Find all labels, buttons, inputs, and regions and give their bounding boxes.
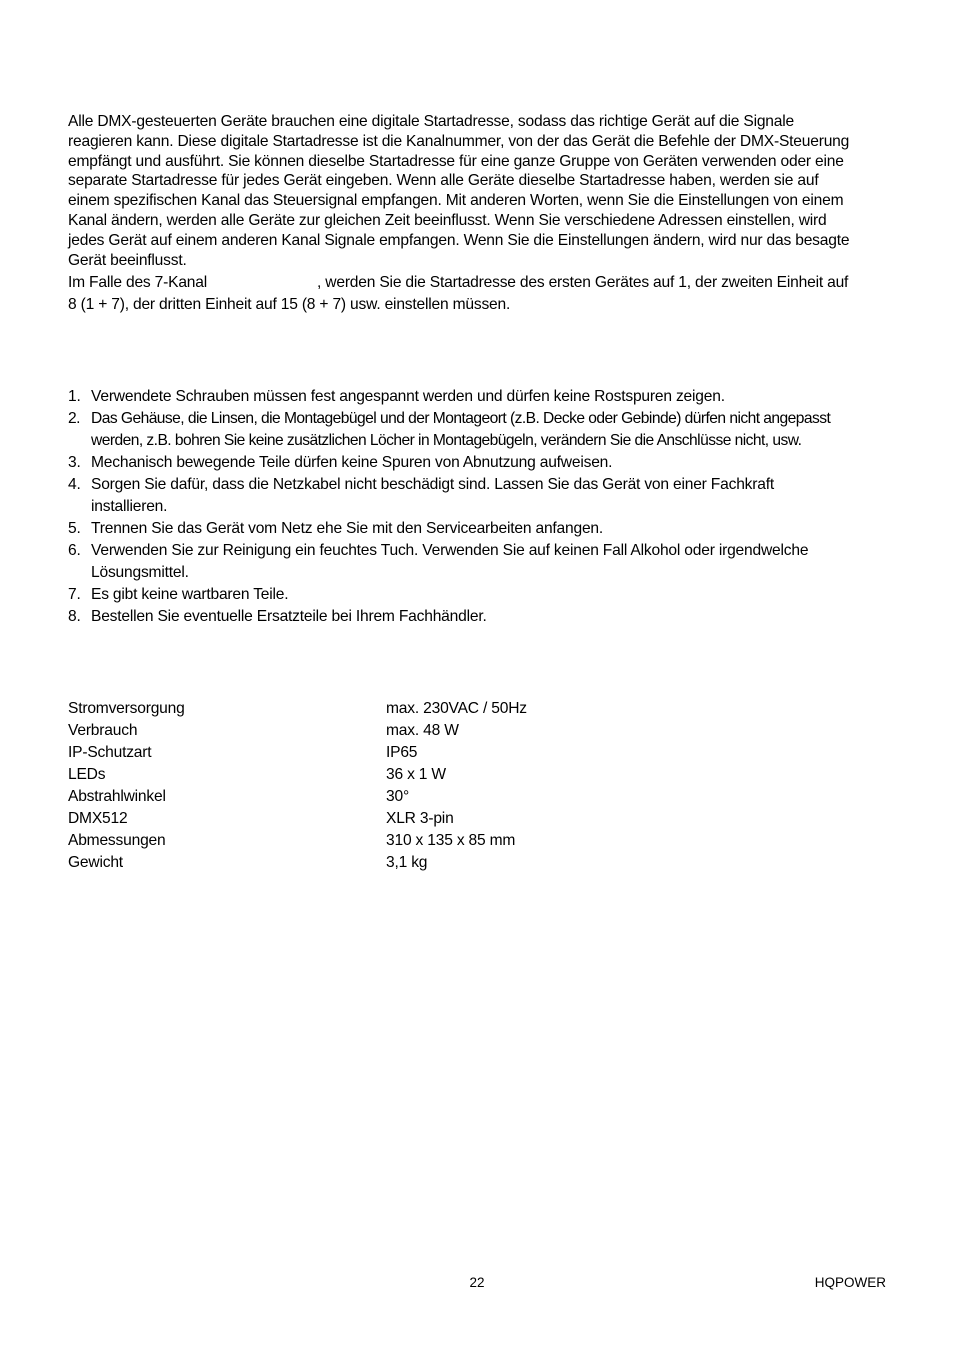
spec-label: IP-Schutzart (68, 744, 152, 761)
list-number: 6. (68, 542, 81, 559)
list-item (68, 474, 908, 518)
spec-label: Verbrauch (68, 722, 138, 739)
paragraph-line: Gerät beeinflusst. (68, 251, 187, 269)
paragraph-line: separate Startadresse für jedes Gerät eingeben. Wenn alle Geräte dieselbe Startadresse haben, werden sie auf (68, 172, 819, 190)
list-item-text: Verwenden Sie zur Reinigung ein feuchtes Tuch. Verwenden Sie auf keinen Fall Alkohol oder irgendwelche (91, 542, 809, 559)
spec-row (68, 764, 527, 786)
list-item (68, 386, 908, 408)
list-number: 7. (68, 586, 81, 603)
footer-brand: HQPOWER (814, 1275, 886, 1290)
paragraph-line: Kanal ändern, werden alle Geräte zur gleichen Zeit beeinflusst. Wenn Sie verschiedene Adressen einstellen, wird (68, 211, 827, 229)
spec-value: max. 48 W (386, 722, 459, 739)
paragraph-line (68, 272, 898, 294)
spec-row (68, 852, 527, 874)
spec-label: LEDs (68, 766, 106, 783)
spec-row (68, 742, 527, 764)
spec-value: 30° (386, 788, 409, 805)
list-item-text: werden, z.B. bohren Sie keine zusätzlichen Löcher in Montagebügeln, verändern Sie die Anschlüsse nicht, usw. (91, 432, 802, 449)
spec-row (68, 698, 527, 720)
paragraph-line: einem spezifischen Kanal das Steuersignal empfangen. Mit anderen Worten, wenn Sie die Einstellungen von einem (68, 192, 844, 210)
list-item (68, 518, 908, 540)
spec-value: 310 x 135 x 85 mm (386, 832, 516, 849)
paragraph-line: 8 (1 + 7), der dritten Einheit auf 15 (8 + 7) usw. einstellen müssen. (68, 296, 511, 313)
spec-label: Stromversorgung (68, 700, 185, 717)
list-item (68, 584, 908, 606)
spec-label: Abstrahlwinkel (68, 788, 166, 805)
list-item-text: Trennen Sie das Gerät vom Netz ehe Sie mit den Servicearbeiten anfangen. (91, 520, 604, 537)
list-item-text: Mechanisch bewegende Teile dürfen keine Spuren von Abnutzung aufweisen. (91, 454, 613, 471)
spec-label: Gewicht (68, 854, 123, 871)
list-number: 8. (68, 608, 81, 625)
spec-label: Abmessungen (68, 832, 166, 849)
dmx-address-paragraph (68, 112, 898, 270)
spec-row (68, 720, 527, 742)
list-number: 1. (68, 388, 81, 405)
spec-value: IP65 (386, 744, 418, 761)
paragraph-line: reagieren kann. Diese digitale Startadresse ist die Kanalnummer, von der das Gerät die Befehle der DMX-Steuerung (68, 132, 850, 150)
list-item-text: installieren. (91, 498, 168, 515)
list-item (68, 540, 908, 584)
spec-value: 36 x 1 W (386, 766, 446, 783)
list-item-text: Das Gehäuse, die Linsen, die Montagebügel und der Montageort (z.B. Decke oder Gebinde) dürfen nicht angepasst (91, 410, 831, 427)
list-number: 5. (68, 520, 81, 537)
address-example-paragraph (68, 272, 898, 316)
list-number: 3. (68, 454, 81, 471)
list-item (68, 606, 908, 628)
spec-value: 3,1 kg (386, 854, 428, 871)
paragraph-line: Alle DMX-gesteuerten Geräte brauchen eine digitale Startadresse, sodass das richtige Gerät auf die Signale (68, 113, 794, 130)
list-item (68, 452, 908, 474)
paragraph-line: empfängt und ausführt. Sie können dieselbe Startadresse für eine ganze Gruppe von Geräten verwenden oder eine (68, 152, 844, 170)
list-number: 4. (68, 476, 81, 493)
list-item-text: Lösungsmittel. (91, 564, 189, 581)
spec-row (68, 786, 527, 808)
list-item-text: Es gibt keine wartbaren Teile. (91, 586, 289, 603)
example-text-start: Im Falle des 7-Kanal (68, 274, 208, 291)
spec-value: max. 230VAC / 50Hz (386, 700, 527, 717)
spec-row (68, 808, 527, 830)
list-number: 2. (68, 410, 80, 427)
list-item (68, 408, 908, 452)
paragraph-line: jedes Gerät auf einem anderen Kanal Signale empfangen. Wenn Sie die Einstellungen ändern, wird nur das besagte (68, 231, 850, 249)
page-number: 22 (469, 1275, 485, 1290)
list-item-text: Sorgen Sie dafür, dass die Netzkabel nicht beschädigt sind. Lassen Sie das Gerät von einer Fachkraft (91, 476, 774, 493)
maintenance-list (68, 386, 908, 628)
list-item-text: Verwendete Schrauben müssen fest angespannt werden und dürfen keine Rostspuren zeigen. (91, 388, 725, 405)
example-text-end: , werden Sie die Startadresse des ersten Gerätes auf 1, der zweiten Einheit auf (317, 274, 849, 291)
spec-label: DMX512 (68, 810, 128, 827)
spec-value: XLR 3-pin (386, 810, 454, 827)
list-item-text: Bestellen Sie eventuelle Ersatzteile bei Ihrem Fachhändler. (91, 608, 487, 625)
spec-row (68, 830, 527, 852)
specifications-table (68, 698, 527, 874)
